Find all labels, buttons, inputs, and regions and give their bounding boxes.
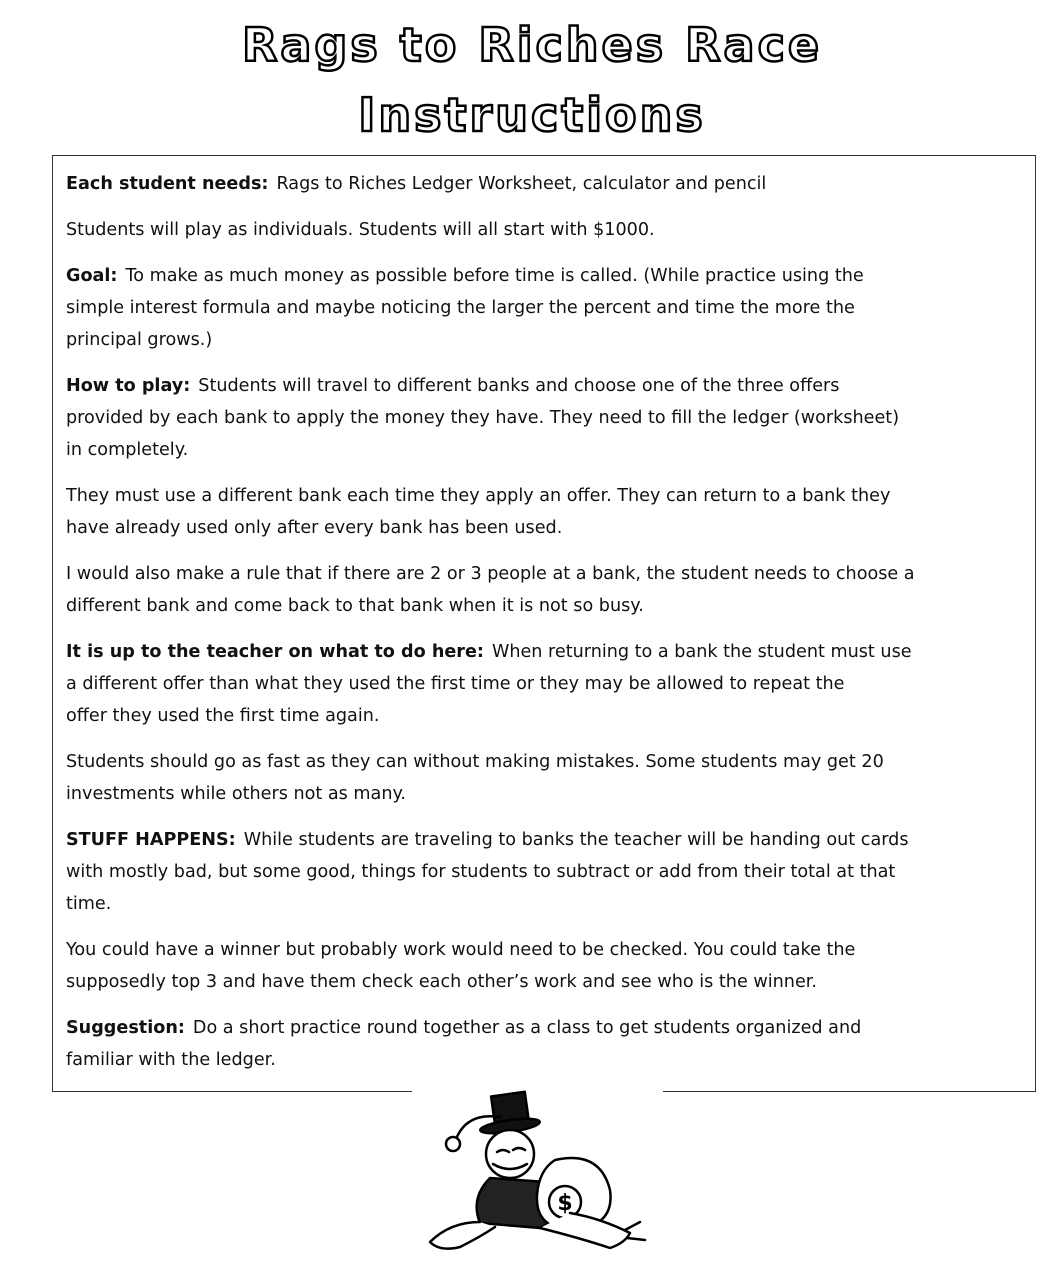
paragraph-line	[66, 168, 1031, 200]
box-bottom-border-left	[52, 1091, 412, 1092]
paragraph-lead: Suggestion:	[66, 1018, 185, 1038]
paragraph-text: familiar with the ledger.	[66, 1050, 276, 1070]
paragraph-text: principal grows.)	[66, 330, 213, 350]
paragraph-lead: Each student needs:	[66, 174, 269, 194]
paragraph-line	[66, 934, 1031, 966]
paragraph-text: have already used only after every bank has been used.	[66, 518, 563, 538]
paragraph-text: They must use a different bank each time they apply an offer. They can return to a bank they	[66, 486, 891, 506]
paragraph-line	[66, 888, 1031, 920]
title-line-1: Rags to Riches Race	[241, 18, 823, 72]
paragraph-line	[66, 292, 1031, 324]
paragraph-line	[66, 434, 1031, 466]
paragraph-text: investments while others not as many.	[66, 784, 406, 804]
paragraph-text: When returning to a bank the student must use	[491, 642, 912, 662]
instruction-paragraph	[66, 558, 1031, 622]
paragraph-line	[66, 260, 1031, 292]
paragraph-text: Students should go as fast as they can without making mistakes. Some students may get 20	[66, 752, 884, 772]
paragraph-text: offer they used the first time again.	[66, 706, 380, 726]
paragraph-line	[66, 700, 1031, 732]
paragraph-line	[66, 1044, 1031, 1076]
paragraph-text: provided by each bank to apply the money they have. They need to fill the ledger (worksheet)	[66, 408, 900, 428]
paragraph-line	[66, 370, 1031, 402]
paragraph-line	[66, 324, 1031, 356]
instruction-paragraph	[66, 260, 1031, 356]
instruction-paragraph	[66, 746, 1031, 810]
paragraph-line	[66, 512, 1031, 544]
paragraph-lead: How to play:	[66, 376, 191, 396]
paragraph-line	[66, 778, 1031, 810]
paragraph-line	[66, 214, 1031, 246]
paragraph-text: Students will play as individuals. Students will all start with $1000.	[66, 220, 655, 240]
paragraph-line	[66, 636, 1031, 668]
paragraph-lead: STUFF HAPPENS:	[66, 830, 236, 850]
box-bottom-border-right	[663, 1091, 1036, 1092]
paragraph-line	[66, 824, 1031, 856]
money-bag-mascot-icon	[415, 1082, 660, 1262]
paragraph-text: I would also make a rule that if there are 2 or 3 people at a bank, the student needs to choose a	[66, 564, 915, 584]
paragraph-text: different bank and come back to that bank when it is not so busy.	[66, 596, 644, 616]
paragraph-line	[66, 558, 1031, 590]
paragraph-line	[66, 668, 1031, 700]
paragraph-text: in completely.	[66, 440, 189, 460]
instruction-paragraph	[66, 168, 1031, 200]
paragraph-text: with mostly bad, but some good, things for students to subtract or add from their total at that	[66, 862, 896, 882]
paragraph-lead: It is up to the teacher on what to do here:	[66, 642, 484, 662]
paragraph-text: supposedly top 3 and have them check each other’s work and see who is the winner.	[66, 972, 817, 992]
paragraph-line	[66, 966, 1031, 998]
paragraph-text: To make as much money as possible before time is called. (While practice using the	[125, 266, 864, 286]
instruction-paragraph	[66, 636, 1031, 732]
paragraph-text: a different offer than what they used the first time or they may be allowed to repeat the	[66, 674, 845, 694]
paragraph-text: Do a short practice round together as a class to get students organized and	[192, 1018, 862, 1038]
paragraph-text: Students will travel to different banks and choose one of the three offers	[198, 376, 840, 396]
instruction-paragraph	[66, 824, 1031, 920]
instructions-box	[52, 155, 1036, 1092]
instruction-paragraph	[66, 934, 1031, 998]
paragraph-text: simple interest formula and maybe noticing the larger the percent and time the more the	[66, 298, 855, 318]
paragraph-line	[66, 480, 1031, 512]
paragraph-text: time.	[66, 894, 112, 914]
instructions-content	[66, 168, 1031, 1090]
paragraph-line	[66, 856, 1031, 888]
instruction-paragraph	[66, 1012, 1031, 1076]
paragraph-line	[66, 1012, 1031, 1044]
paragraph-text: Rags to Riches Ledger Worksheet, calculator and pencil	[276, 174, 767, 194]
bag-dollar-sign: $	[557, 1191, 573, 1216]
instruction-paragraph	[66, 480, 1031, 544]
paragraph-text: You could have a winner but probably work would need to be checked. You could take the	[66, 940, 856, 960]
instruction-paragraph	[66, 370, 1031, 466]
paragraph-line	[66, 746, 1031, 778]
paragraph-lead: Goal:	[66, 266, 118, 286]
instruction-paragraph	[66, 214, 1031, 246]
paragraph-line	[66, 402, 1031, 434]
paragraph-line	[66, 590, 1031, 622]
paragraph-text: While students are traveling to banks the teacher will be handing out cards	[243, 830, 909, 850]
title-line-2: Instructions	[358, 88, 706, 142]
